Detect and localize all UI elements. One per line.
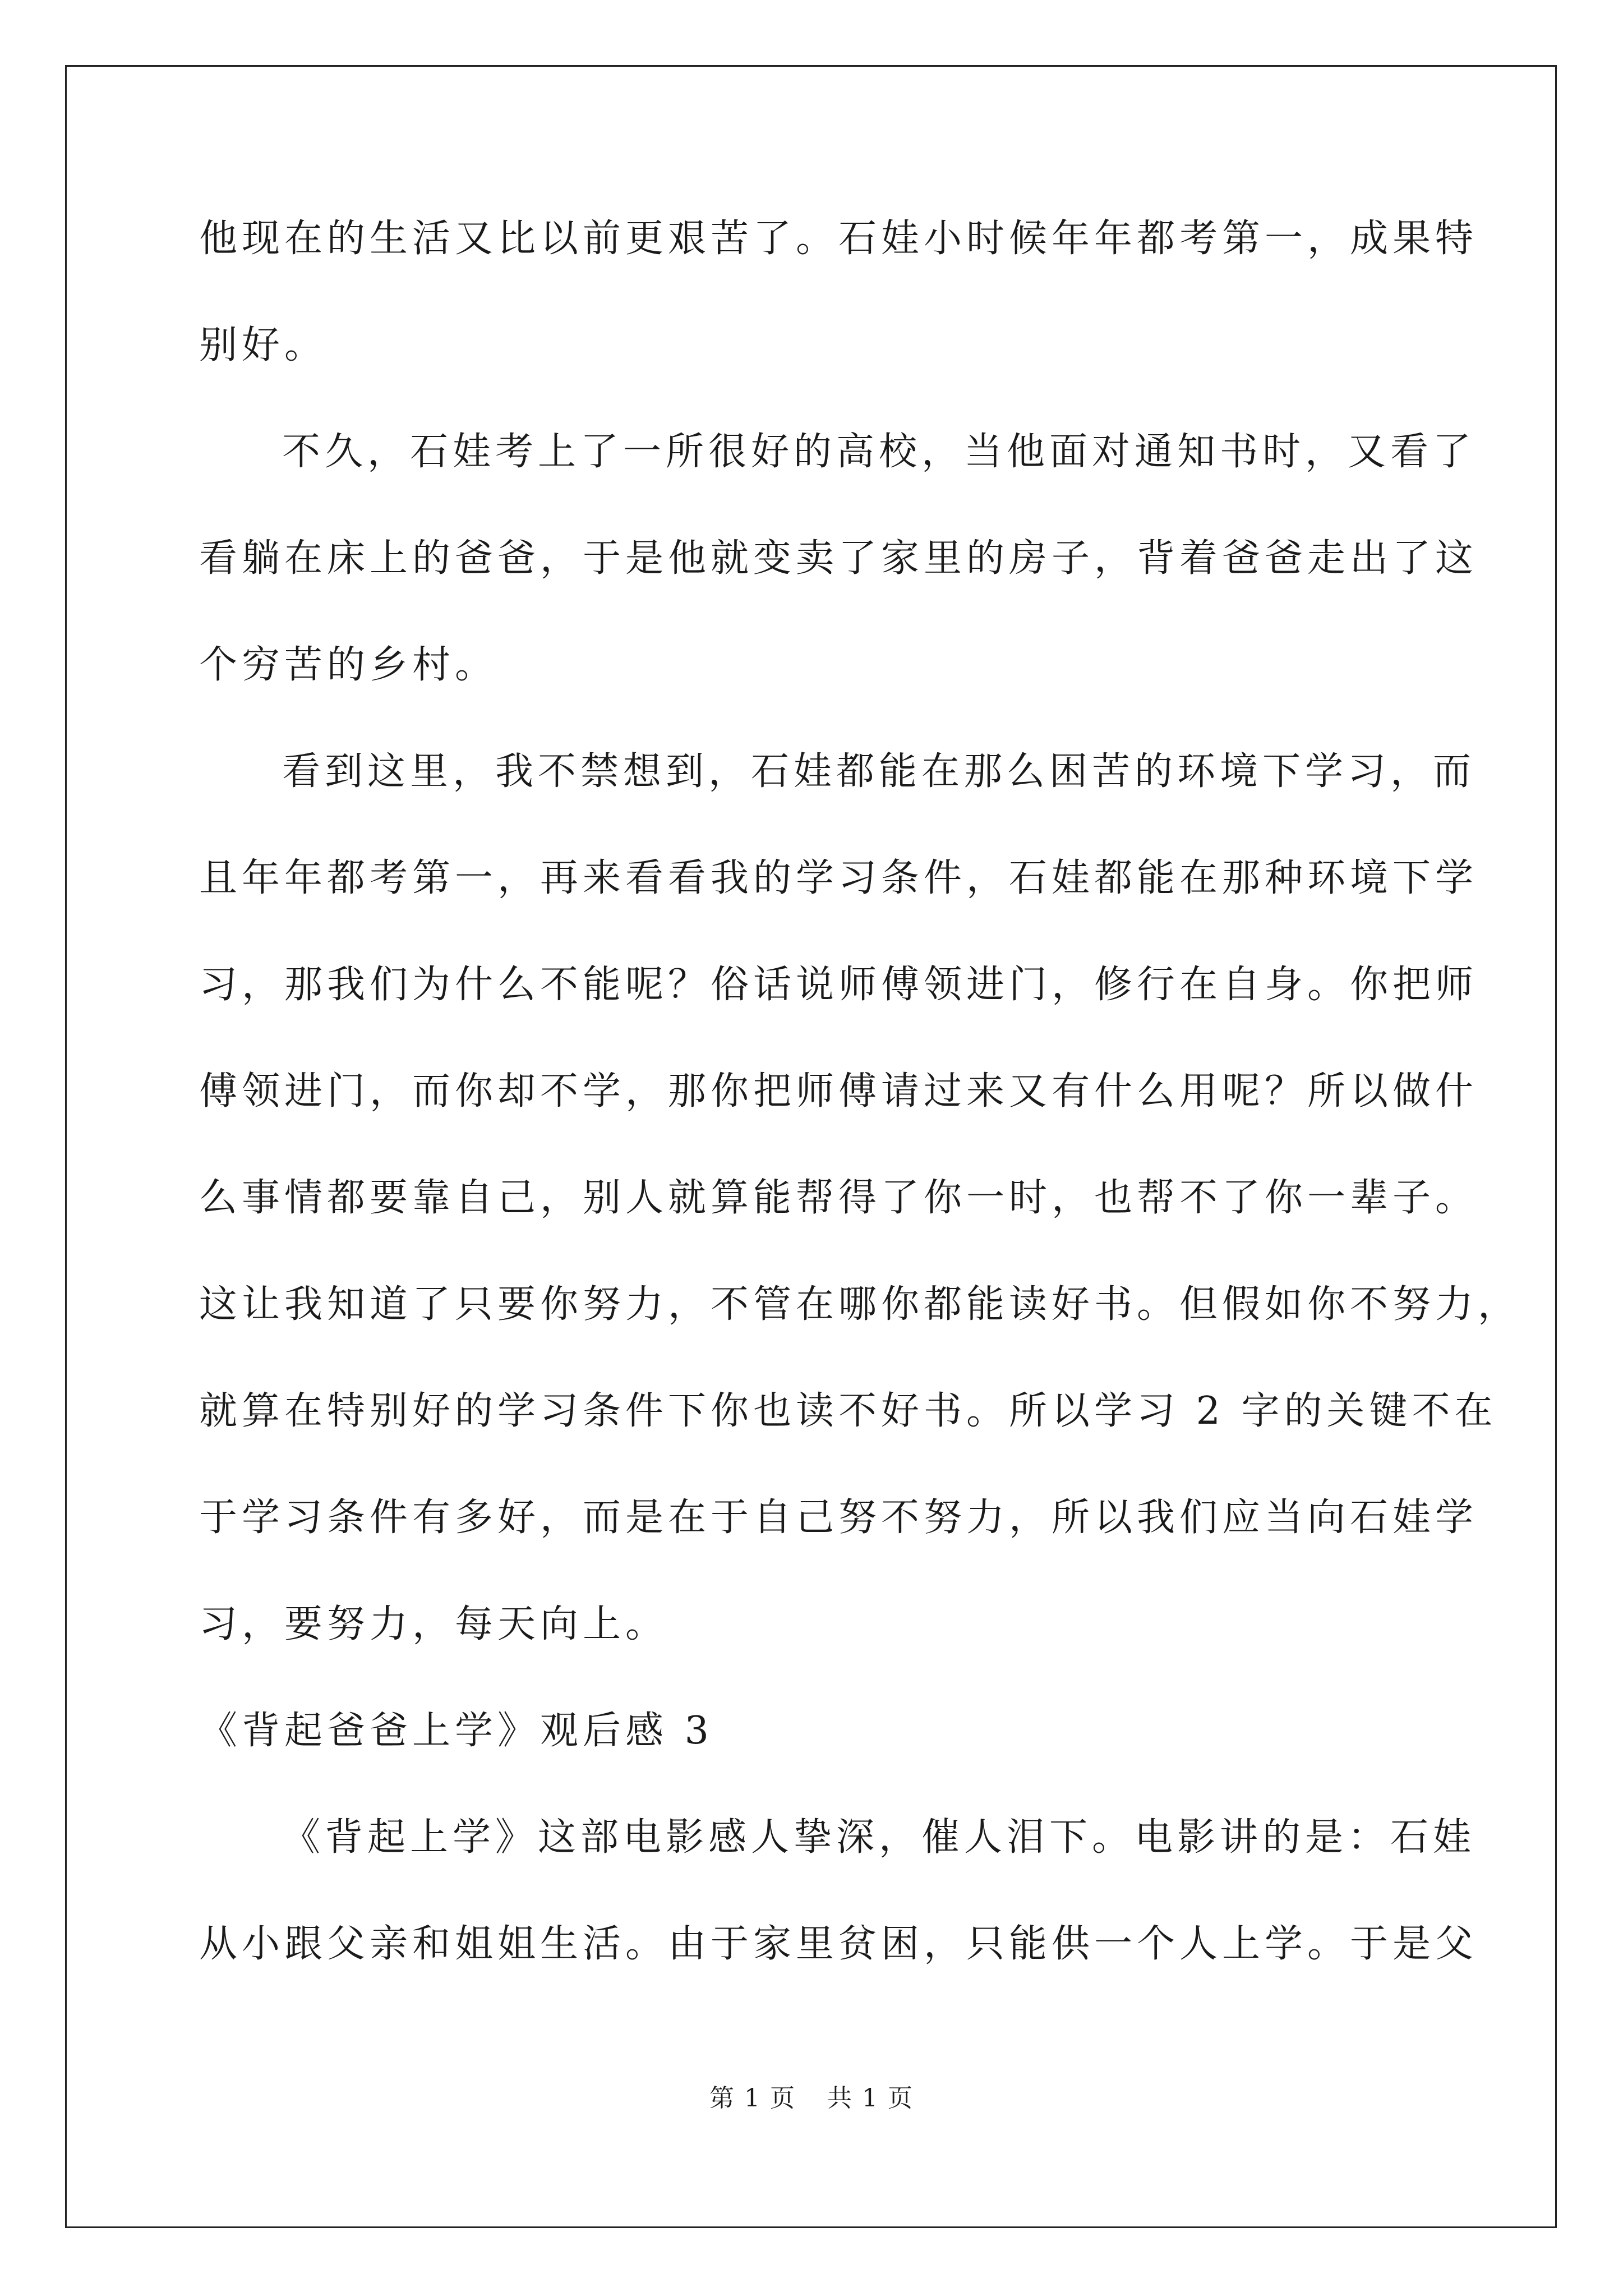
text-line: 于学习条件有多好，而是在于自己努不努力，所以我们应当向石娃学 xyxy=(199,1496,1478,1540)
page-number: 第 1 页 xyxy=(709,2084,796,2113)
text-line: 就算在特别好的学习条件下你也读不好书。所以学习 2 字的关键不在 xyxy=(199,1389,1497,1433)
text-line: 他现在的生活又比以前更艰苦了。石娃小时候年年都考第一，成果特 xyxy=(199,217,1478,261)
page-footer xyxy=(0,2083,1623,2114)
text-line: 傅领进门，而你却不学，那你把师傅请过来又有什么用呢？所以做什 xyxy=(199,1069,1478,1114)
text-line: 《背起上学》这部电影感人挚深，催人泪下。电影讲的是：石娃 xyxy=(282,1815,1476,1860)
document-body xyxy=(199,212,1521,1971)
text-line: 别好。 xyxy=(199,323,328,367)
text-line: 么事情都要靠自己，别人就算能帮得了你一时，也帮不了你一辈子。 xyxy=(199,1176,1478,1220)
text-line: 习，那我们为什么不能呢？俗话说师傅领进门，修行在自身。你把师 xyxy=(199,963,1478,1007)
text-line: 看到这里，我不禁想到，石娃都能在那么困苦的环境下学习，而 xyxy=(282,749,1476,794)
text-line: 不久，石娃考上了一所很好的高校，当他面对通知书时，又看了 xyxy=(282,430,1476,474)
text-line: 看躺在床上的爸爸，于是他就变卖了家里的房子，背着爸爸走出了这 xyxy=(199,536,1478,581)
paragraph xyxy=(199,212,1478,372)
paragraph xyxy=(199,745,1521,1651)
paragraph xyxy=(199,425,1478,692)
text-line: 从小跟父亲和姐姐生活。由于家里贫困，只能供一个人上学。于是父 xyxy=(199,1922,1478,1966)
text-line: 且年年都考第一，再来看看我的学习条件，石娃都能在那种环境下学 xyxy=(199,856,1478,900)
page-total: 共 1 页 xyxy=(827,2084,914,2113)
text-line: 这让我知道了只要你努力，不管在哪你都能读好书。但假如你不努力， xyxy=(199,1282,1521,1327)
heading-line: 《背起爸爸上学》观后感 3 xyxy=(199,1709,713,1753)
paragraph xyxy=(199,1811,1478,1971)
text-line: 个穷苦的乡村。 xyxy=(199,643,498,687)
section-heading xyxy=(199,1704,1438,1758)
text-line: 习，要努力，每天向上。 xyxy=(199,1602,668,1646)
